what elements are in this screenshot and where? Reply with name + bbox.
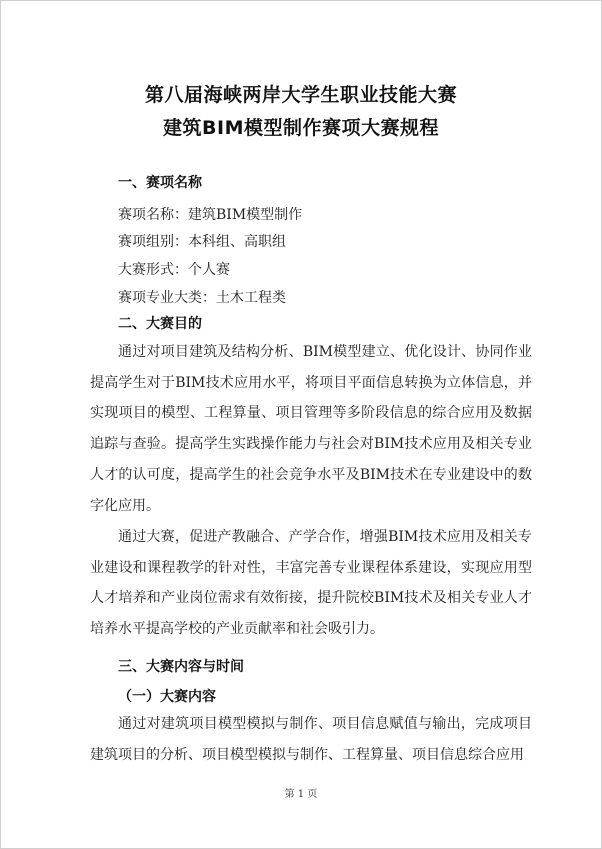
document-title-line1: 第八届海峡两岸大学生职业技能大赛 bbox=[144, 84, 457, 106]
section2-paragraph-2: 通过大赛，促进产教融合、产学合作，增强BIM技术应用及相关专业建设和课程教学的针对性，丰富完善专业课程体系建设，实现应用型人才培养和产业岗位需求有效衔接，提升院校BIM技术及相关专业人才培养水平提高学校的产业贡献率和社会吸引力。 bbox=[90, 529, 532, 638]
section3-heading: 三、大赛内容与时间 bbox=[118, 659, 244, 675]
event-name-line: 赛项名称：建筑BIM模型制作 bbox=[118, 207, 303, 223]
page-number: 第 1 页 bbox=[284, 789, 318, 800]
section2-heading: 二、大赛目的 bbox=[118, 316, 202, 332]
section3-paragraph: 通过对建筑项目模型模拟与制作、项目信息赋值与输出，完成项目建筑项目的分析、项目模型模拟与制作、工程算量、项目信息综合应用 bbox=[90, 716, 532, 763]
document-title-line2: 建筑BIM模型制作赛项大赛规程 bbox=[163, 117, 439, 139]
section1-heading: 一、赛项名称 bbox=[118, 175, 202, 191]
section3-subheading: （一）大赛内容 bbox=[118, 689, 216, 705]
event-format-line: 大赛形式：个人赛 bbox=[118, 262, 230, 278]
section2-paragraph-1: 通过对项目建筑及结构分析、BIM模型建立、优化设计、协同作业提高学生对于BIM技术应用水平，将项目平面信息转换为立体信息，并实现项目的模型、工程算量、项目管理等多阶段信息的综合应用及数据追踪与查验。提高学生实践操作能力与社会对BIM技术应用及相关专业人才的认可度，提高学生的社会竞争水平及BIM技术在专业建设中的数字化应用。 bbox=[90, 344, 532, 514]
event-group-line: 赛项组别：本科组、高职组 bbox=[118, 234, 286, 250]
event-category-line: 赛项专业大类：土木工程类 bbox=[118, 290, 286, 306]
